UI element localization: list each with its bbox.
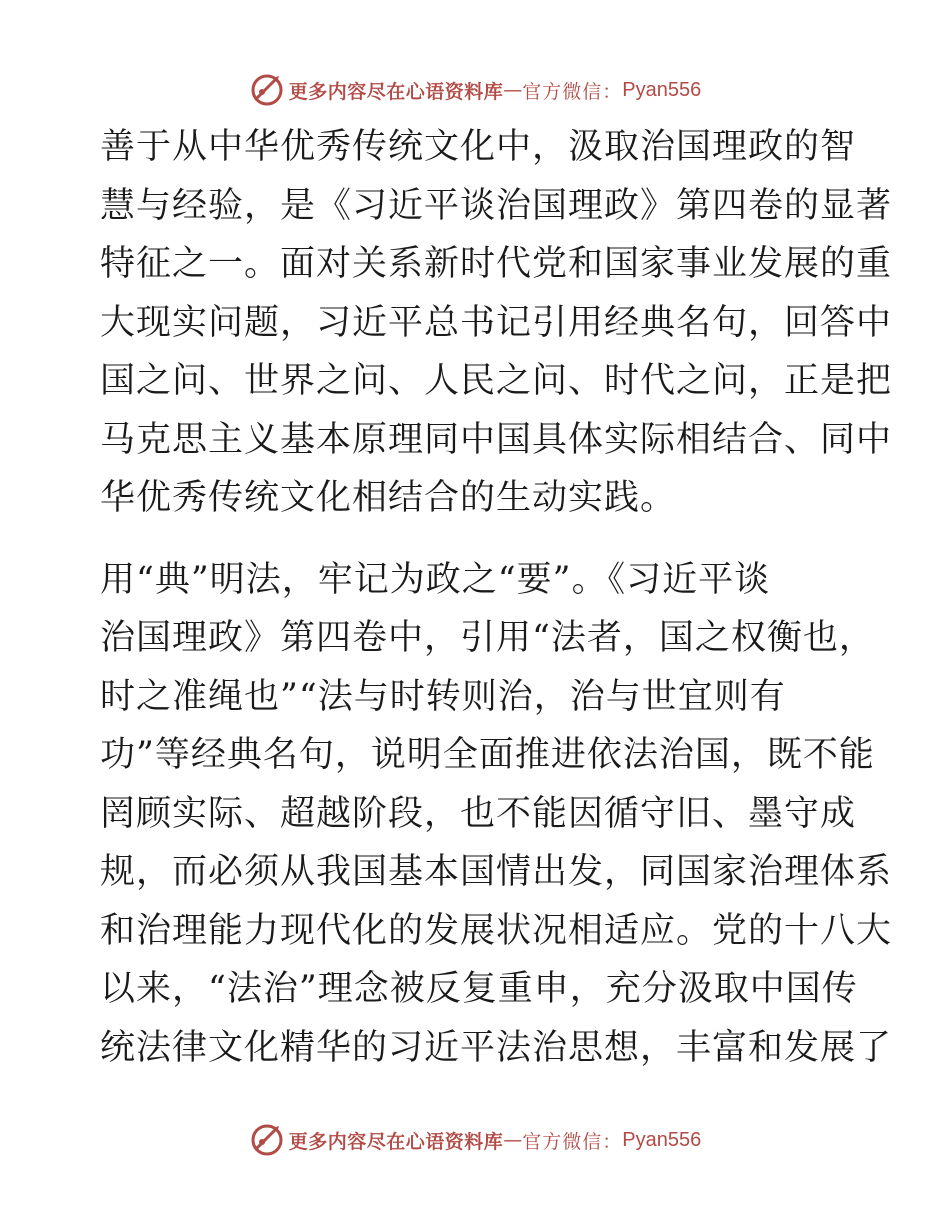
footer-dash: — xyxy=(503,1129,523,1151)
brand-logo-icon xyxy=(249,72,285,108)
header-banner xyxy=(0,70,950,110)
header-wechat-label: 官方微信： xyxy=(522,80,623,103)
header-wechat-handle: Pyan556 xyxy=(622,78,702,101)
text-line: 规，而必须从我国基本国情出发，同国家治理体系 xyxy=(100,852,893,892)
text-line: 时之准绳也”“法与时转则治，治与世宜则有 xyxy=(100,676,786,717)
text-line: 马克思主义基本原理同中国具体实际相结合、同中 xyxy=(100,419,893,460)
text-line: 以来，“法治”理念被反复重申，充分汲取中国传 xyxy=(100,969,858,1009)
text-line: 统法律文化精华的习近平法治思想，丰富和发展了 xyxy=(100,1027,893,1068)
text-line: 善于从中华优秀传统文化中，汲取治国理政的智 xyxy=(100,127,857,167)
footer-promo-text: 更多内容尽在心语资料库 xyxy=(288,1130,504,1153)
text-line: 功”等经典名句，说明全面推进依法治国，既不能 xyxy=(100,735,875,775)
brand-logo-icon xyxy=(249,1122,285,1158)
paragraph-2 xyxy=(100,551,893,1078)
text-line: 特征之一。面对关系新时代党和国家事业发展的重 xyxy=(100,244,893,284)
footer-wechat-handle: Pyan556 xyxy=(622,1128,702,1151)
header-promo-text: 更多内容尽在心语资料库 xyxy=(288,80,504,103)
text-line: 国之问、世界之问、人民之问、时代之问，正是把 xyxy=(100,361,893,401)
text-line: 罔顾实际、超越阶段，也不能因循守旧、墨守成 xyxy=(100,793,857,834)
footer-banner xyxy=(0,1120,950,1160)
header-dash: — xyxy=(503,79,523,101)
text-line: 和治理能力现代化的发展状况相适应。党的十八大 xyxy=(100,910,893,951)
footer-wechat-label: 官方微信： xyxy=(522,1130,623,1153)
text-line: 慧与经验，是《习近平谈治国理政》第四卷的显著 xyxy=(100,185,893,226)
text-line: 华优秀传统文化相结合的生动实践。 xyxy=(100,478,677,518)
paragraph-1 xyxy=(100,118,893,528)
text-line: 大现实问题，习近平总书记引用经典名句，回答中 xyxy=(100,302,893,343)
text-line: 治国理政》第四卷中，引用“法者，国之权衡也， xyxy=(100,618,875,658)
document-body xyxy=(100,118,893,1077)
text-line: 用“典”明法，牢记为政之“要”。《习近平谈 xyxy=(100,559,771,600)
